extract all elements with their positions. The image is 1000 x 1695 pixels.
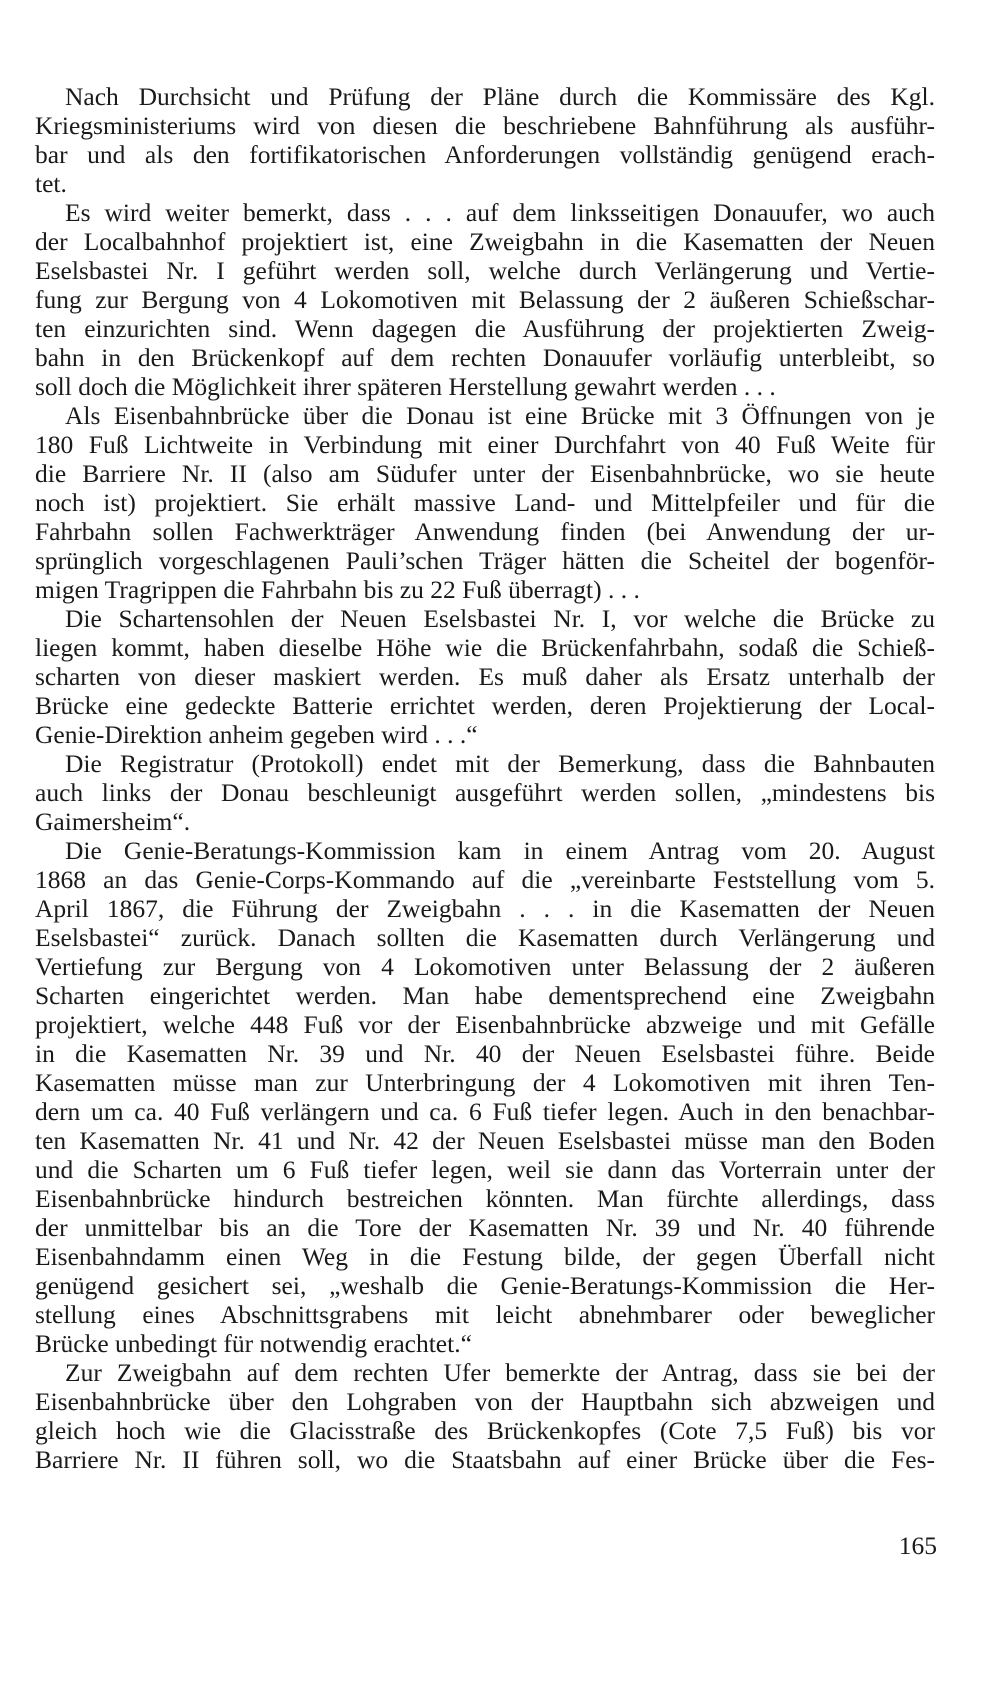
text-line: migen Tragrippen die Fahrbahn bis zu 22 Fuß überragt) . . . [35, 575, 640, 604]
text-line: der unmittelbar bis an die Tore der Kasematten Nr. 39 und Nr. 40 führende [35, 1213, 935, 1242]
text-line: Fahrbahn sollen Fachwerkträger Anwendung finden (bei Anwendung der ur- [35, 517, 935, 546]
text-line: sprünglich vorgeschlagenen Pauli’schen Träger hätten die Scheitel der bogenför- [35, 546, 935, 575]
text-line: Brücke eine gedeckte Batterie errichtet werden, deren Projektierung der Local- [35, 691, 935, 720]
text-line: fung zur Bergung von 4 Lokomotiven mit Belassung der 2 äußeren Schießschar- [35, 285, 935, 314]
text-line: Die Schartensohlen der Neuen Eselsbastei Nr. I, vor welche die Brücke zu [65, 604, 935, 633]
text-line: Eisenbahndamm einen Weg in die Festung bilde, der gegen Überfall nicht [35, 1242, 935, 1271]
text-line: Scharten eingerichtet werden. Man habe dementsprechend eine Zweigbahn [35, 981, 935, 1010]
text-line: Kriegsministeriums wird von diesen die beschriebene Bahnführung als ausführ- [35, 111, 935, 140]
text-line: April 1867, die Führung der Zweigbahn . . . in die Kasematten der Neuen [35, 894, 935, 923]
text-line: dern um ca. 40 Fuß verlängern und ca. 6 Fuß tiefer legen. Auch in den benachbar- [35, 1097, 935, 1126]
text-line: Die Genie-Beratungs-Kommission kam in einem Antrag vom 20. August [65, 836, 935, 865]
text-line: liegen kommt, haben dieselbe Höhe wie die Brückenfahrbahn, sodaß die Schieß- [35, 633, 935, 662]
text-line: Vertiefung zur Bergung von 4 Lokomotiven unter Belassung der 2 äußeren [35, 952, 935, 981]
page-number: 165 [898, 1531, 937, 1560]
page-body [35, 82, 935, 1474]
text-line: Eselsbastei“ zurück. Danach sollten die Kasematten durch Verlängerung und [35, 923, 935, 952]
text-line: Als Eisenbahnbrücke über die Donau ist eine Brücke mit 3 Öffnungen von je [65, 401, 935, 430]
text-line: 180 Fuß Lichtweite in Verbindung mit einer Durchfahrt von 40 Fuß Weite für [35, 430, 935, 459]
text-line: Eisenbahnbrücke über den Lohgraben von der Hauptbahn sich abzweigen und [35, 1387, 935, 1416]
text-line: Barriere Nr. II führen soll, wo die Staatsbahn auf einer Brücke über die Fes- [35, 1445, 935, 1474]
text-line: Zur Zweigbahn auf dem rechten Ufer bemerkte der Antrag, dass sie bei der [65, 1358, 935, 1387]
text-line: scharten von dieser maskiert werden. Es muß daher als Ersatz unterhalb der [35, 662, 935, 691]
text-line: Die Registratur (Protokoll) endet mit der Bemerkung, dass die Bahnbauten [65, 749, 935, 778]
text-line: Genie-Direktion anheim gegeben wird . . .“ [35, 720, 478, 749]
text-line: Brücke unbedingt für notwendig erachtet.“ [35, 1329, 472, 1358]
text-line: 1868 an das Genie-Corps-Kommando auf die „vereinbarte Feststellung vom 5. [35, 865, 935, 894]
text-line: genügend gesichert sei, „weshalb die Genie-Beratungs-Kommission die Her- [35, 1271, 935, 1300]
text-line: tet. [35, 169, 67, 198]
text-line: bar und als den fortifikatorischen Anforderungen vollständig genügend erach- [35, 140, 935, 169]
text-line: auch links der Donau beschleunigt ausgeführt werden sollen, „mindestens bis [35, 778, 935, 807]
text-line: bahn in den Brückenkopf auf dem rechten Donauufer vorläufig unterbleibt, so [35, 343, 935, 372]
text-line: Kasematten müsse man zur Unterbringung der 4 Lokomotiven mit ihren Ten- [35, 1068, 935, 1097]
text-line: stellung eines Abschnittsgrabens mit leicht abnehmbarer oder beweglicher [35, 1300, 935, 1329]
text-line: noch ist) projektiert. Sie erhält massive Land- und Mittelpfeiler und für die [35, 488, 935, 517]
text-line: Es wird weiter bemerkt, dass . . . auf dem linksseitigen Donauufer, wo auch [65, 198, 935, 227]
text-line: gleich hoch wie die Glacisstraße des Brückenkopfes (Cote 7,5 Fuß) bis vor [35, 1416, 935, 1445]
text-line: projektiert, welche 448 Fuß vor der Eisenbahnbrücke abzweige und mit Gefälle [35, 1010, 935, 1039]
text-line: die Barriere Nr. II (also am Südufer unter der Eisenbahnbrücke, wo sie heute [35, 459, 935, 488]
text-line: ten einzurichten sind. Wenn dagegen die Ausführung der projektierten Zweig- [35, 314, 935, 343]
text-line: und die Scharten um 6 Fuß tiefer legen, weil sie dann das Vorterrain unter der [35, 1155, 935, 1184]
text-line: der Localbahnhof projektiert ist, eine Zweigbahn in die Kasematten der Neuen [35, 227, 935, 256]
text-line: soll doch die Möglichkeit ihrer späteren Herstellung gewahrt werden . . . [35, 372, 776, 401]
text-line: Eisenbahnbrücke hindurch bestreichen könnten. Man fürchte allerdings, dass [35, 1184, 935, 1213]
text-line: in die Kasematten Nr. 39 und Nr. 40 der Neuen Eselsbastei führe. Beide [35, 1039, 935, 1068]
text-line: Nach Durchsicht und Prüfung der Pläne durch die Kommissäre des Kgl. [65, 82, 935, 111]
text-line: Eselsbastei Nr. I geführt werden soll, welche durch Verlängerung und Vertie- [35, 256, 935, 285]
text-line: Gaimersheim“. [35, 807, 191, 836]
text-line: ten Kasematten Nr. 41 und Nr. 42 der Neuen Eselsbastei müsse man den Boden [35, 1126, 935, 1155]
